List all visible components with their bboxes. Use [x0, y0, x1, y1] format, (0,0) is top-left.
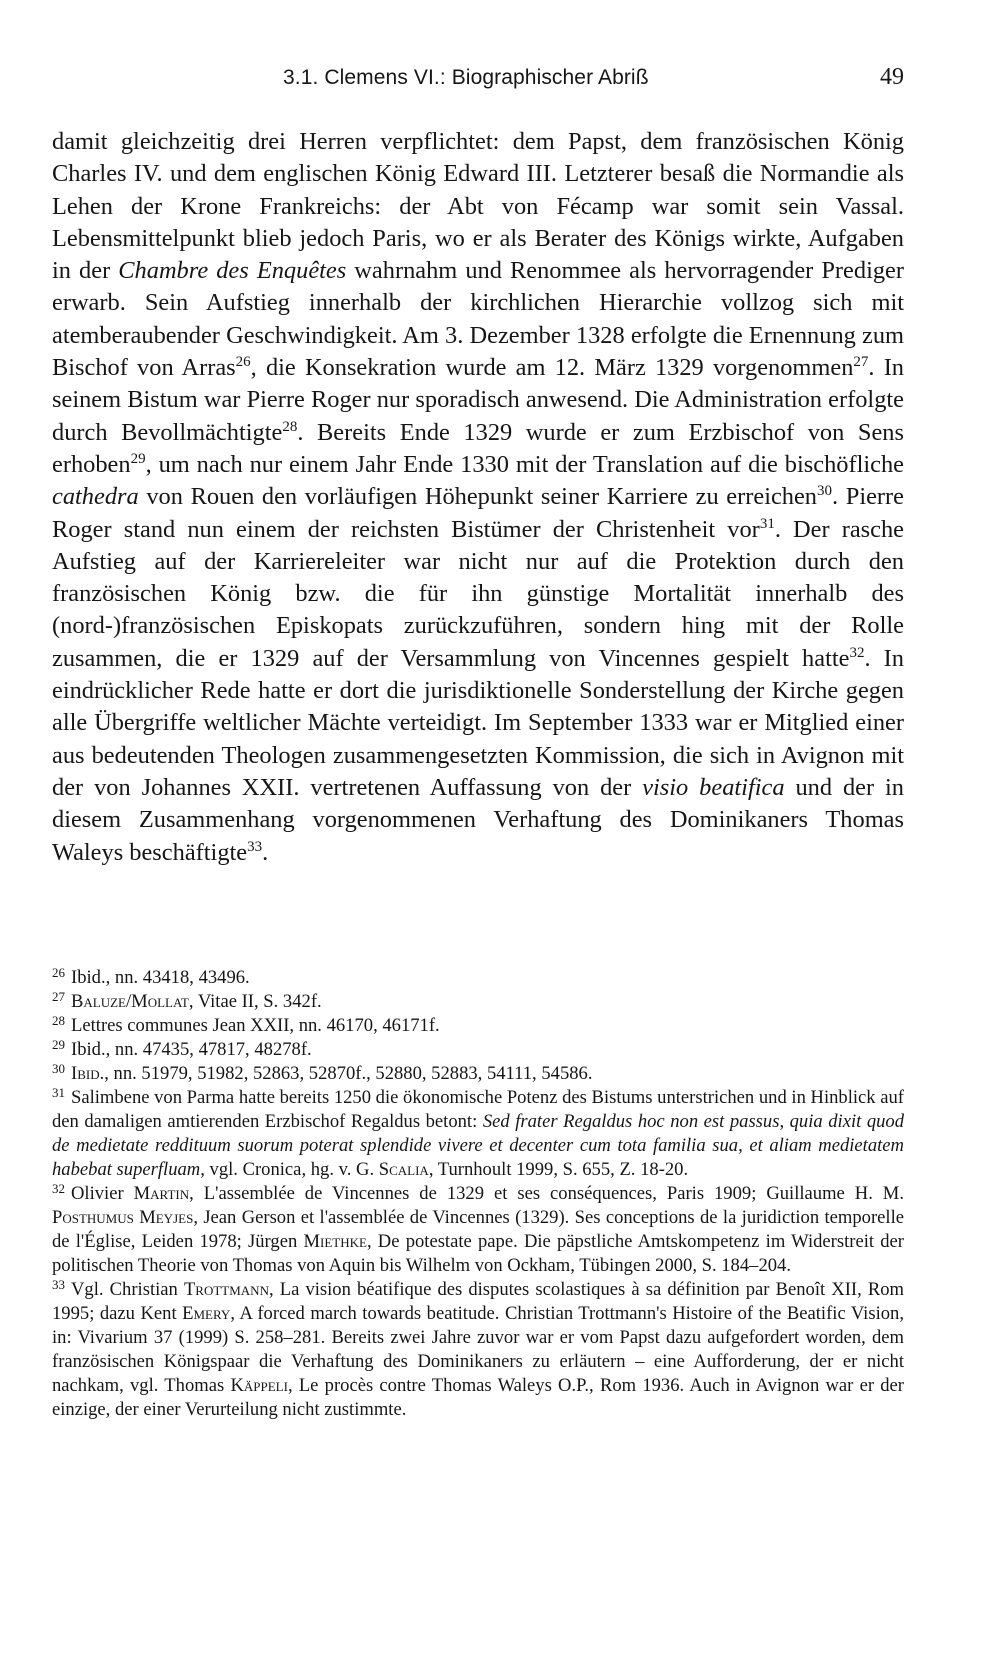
text-run: wahrnahm und Renommee als hervorragender Prediger erwarb. Sein Aufstieg innerhalb der kirchlichen Hierarchie vollzog sich mit atemberaubender Geschwindigkeit. Am 3. Dezember 1328 erfolgte die Ernennung zum Bischof von Arras [52, 257, 904, 382]
footnote-text: , De potestate pape. Die päpstliche Amtskompetenz im Widerstreit der politischen Theorie von Thomas von Aquin bis Wilhelm von Ockham, Tübingen 2000, S. 184–204. [52, 1231, 904, 1276]
footnote-text: , Le procès contre Thomas Waleys O.P., Rom 1936. Auch in Avignon war er der einzige, der einer Verurteilung nicht zustimmte. [52, 1375, 904, 1420]
text-run: . In eindrücklicher Rede hatte er dort die jurisdiktionelle Sonderstellung der Kirche gegen alle Übergriffe weltlicher Mächte verteidigt. Im September 1333 war er Mitglied einer aus bedeutenden Theologen zusammengesetzten Kommission, die sich in Avignon mit der von Johannes XXII. vertretenen Auffassung von der [52, 644, 904, 801]
running-header [283, 66, 904, 96]
footnote-text: Salimbene von Parma hatte bereits 1250 die ökonomische Potenz des Bistums unterstrichen und in Hinblick auf den damaligen amtierenden Erzbischof Regaldus betont: [52, 1087, 904, 1132]
text-run: , die Konsekration wurde am 12. März 1329 vorgenommen [250, 354, 854, 382]
footnote-text: vgl. Cronica, hg. v. G. [204, 1159, 379, 1180]
footnote-31 [52, 1086, 904, 1182]
page-number: 49 [880, 64, 904, 90]
footnote-ref-32[interactable]: 32 [849, 644, 865, 661]
footnote-number: 27 [52, 989, 65, 1004]
footnote-26 [52, 966, 904, 990]
author-name: Käppeli [230, 1375, 288, 1396]
footnote-29 [52, 1038, 904, 1062]
footnote-ref-33[interactable]: 33 [247, 838, 263, 855]
footnote-ref-31[interactable]: 31 [759, 515, 775, 532]
latin-quote: Sed frater Regaldus hoc non est passus, quia dixit quod de medietate reddituum suorum poterat splendide vivere et decenter cum tota familia sua, et aliam medietatem habebat superfluam, [52, 1111, 905, 1180]
footnote-text: , La vision béatifique des disputes scolastiques à sa définition par Benoît XII, Rom 1995; dazu Kent [52, 1279, 904, 1324]
body-paragraph [52, 126, 904, 869]
italic-term: Chambre des Enquêtes [118, 257, 347, 285]
footnote-text: , L'assemblée de Vincennes de 1329 et ses conséquences, Paris 1909; Guillaume H. M. [189, 1183, 904, 1204]
footnote-number: 32 [52, 1181, 65, 1196]
italic-term: cathedra [52, 483, 139, 511]
ibid-abbrev: Ibid [71, 1063, 100, 1084]
footnote-27 [52, 990, 904, 1014]
footnote-text: , Jean Gerson et l'assemblée de Vincennes (1329). Ses conceptions de la juridiction temporelle de l'Église, Leiden 1978; Jürgen [52, 1207, 904, 1252]
text-run: von Rouen den vorläufigen Höhepunkt seiner Karriere zu erreichen [138, 483, 818, 511]
footnote-number: 28 [52, 1013, 65, 1028]
text-run: damit gleichzeitig drei Herren verpflichtet: dem Papst, dem französischen König Charles IV. und dem englischen König Edward III. Letzterer besaß die Normandie als Lehen der Krone Frankreichs: der Abt von Fécamp war somit sein Vassal. Lebensmittelpunkt blieb jedoch Paris, wo er als Berater des Königs wirkte, Aufgaben in der [52, 128, 904, 285]
text-run: . [262, 838, 269, 866]
footnote-32 [52, 1182, 904, 1278]
footnote-text: ., nn. 51979, 51982, 52863, 52870f., 52880, 52883, 54111, 54586. [99, 1063, 593, 1084]
author-name: Emery [182, 1303, 231, 1324]
footnote-ref-30[interactable]: 30 [817, 483, 833, 500]
footnote-number: 26 [52, 965, 65, 980]
footnote-text: Lettres communes Jean XXII, nn. 46170, 46171f. [71, 1015, 440, 1036]
author-name: Martin [133, 1183, 190, 1204]
author-name: Scalia [378, 1159, 429, 1180]
footnote-30 [52, 1062, 904, 1086]
footnote-28 [52, 1014, 904, 1038]
author-name: Trottmann [183, 1279, 269, 1300]
footnote-text: Ibid., nn. 43418, 43496. [71, 967, 250, 988]
text-run: und der in diesem Zusammenhang vorgenommenen Verhaftung des Dominikaners Thomas Waleys beschäftigte [52, 773, 905, 866]
text-run: . Pierre Roger stand nun einem der reichsten Bistümer der Christenheit vor [52, 483, 904, 543]
footnote-number: 30 [52, 1061, 65, 1076]
footnote-text: Olivier [71, 1183, 134, 1204]
author-name: Posthumus Meyjes [52, 1207, 194, 1228]
footnote-33 [52, 1278, 904, 1422]
footnote-ref-28[interactable]: 28 [282, 418, 298, 435]
footnote-ref-27[interactable]: 27 [853, 354, 869, 371]
footnotes [52, 966, 904, 1422]
main-text [52, 126, 904, 869]
footnote-text: Ibid., nn. 47435, 47817, 48278f. [71, 1039, 312, 1060]
text-run: . Der rasche Aufstieg auf der Karriereleiter war nicht nur auf die Protektion durch den französischen König bzw. die für ihn günstige Mortalität innerhalb des (nord-)französischen Episkopats zurückzuführen, sondern hing mit der Rolle zusammen, die er 1329 auf der Versammlung von Vincennes gespielt hatte [52, 515, 904, 672]
footnote-text: , A forced march towards beatitude. Christian Trottmann's Histoire of the Beatific Vision, in: Vivarium 37 (1999) S. 258–281. Bereits zwei Jahre zuvor war er vom Papst dazu aufgefordert worden, dem französischen Königspaar die Verhaftung des Dominikaners zu erläutern – eine Aufforderung, der er nicht nachkam, vgl. Thomas [52, 1303, 904, 1396]
author-name: Baluze/Mollat [71, 991, 189, 1012]
author-name: Miethke [303, 1231, 367, 1252]
footnote-number: 29 [52, 1037, 65, 1052]
footnote-text: , Turnhoult 1999, S. 655, Z. 18-20. [428, 1159, 689, 1180]
footnote-text: , Vitae II, S. 342f. [188, 991, 322, 1012]
footnote-number: 33 [52, 1277, 65, 1292]
footnote-ref-26[interactable]: 26 [235, 354, 251, 371]
text-run: , um nach nur einem Jahr Ende 1330 mit der Translation auf die bischöfliche [145, 450, 904, 478]
footnote-text: Vgl. Christian [71, 1279, 184, 1300]
text-run: . Bereits Ende 1329 wurde er zum Erzbischof von Sens erhoben [52, 418, 904, 478]
footnote-number: 31 [52, 1085, 65, 1100]
italic-term: visio beatifica [642, 773, 785, 801]
chapter-heading: 3.1. Clemens VI.: Biographischer Abriß [283, 66, 649, 89]
footnote-ref-29[interactable]: 29 [130, 450, 146, 467]
text-run: . In seinem Bistum war Pierre Roger nur sporadisch anwesend. Die Administration erfolgte durch Bevollmächtigte [52, 354, 905, 446]
